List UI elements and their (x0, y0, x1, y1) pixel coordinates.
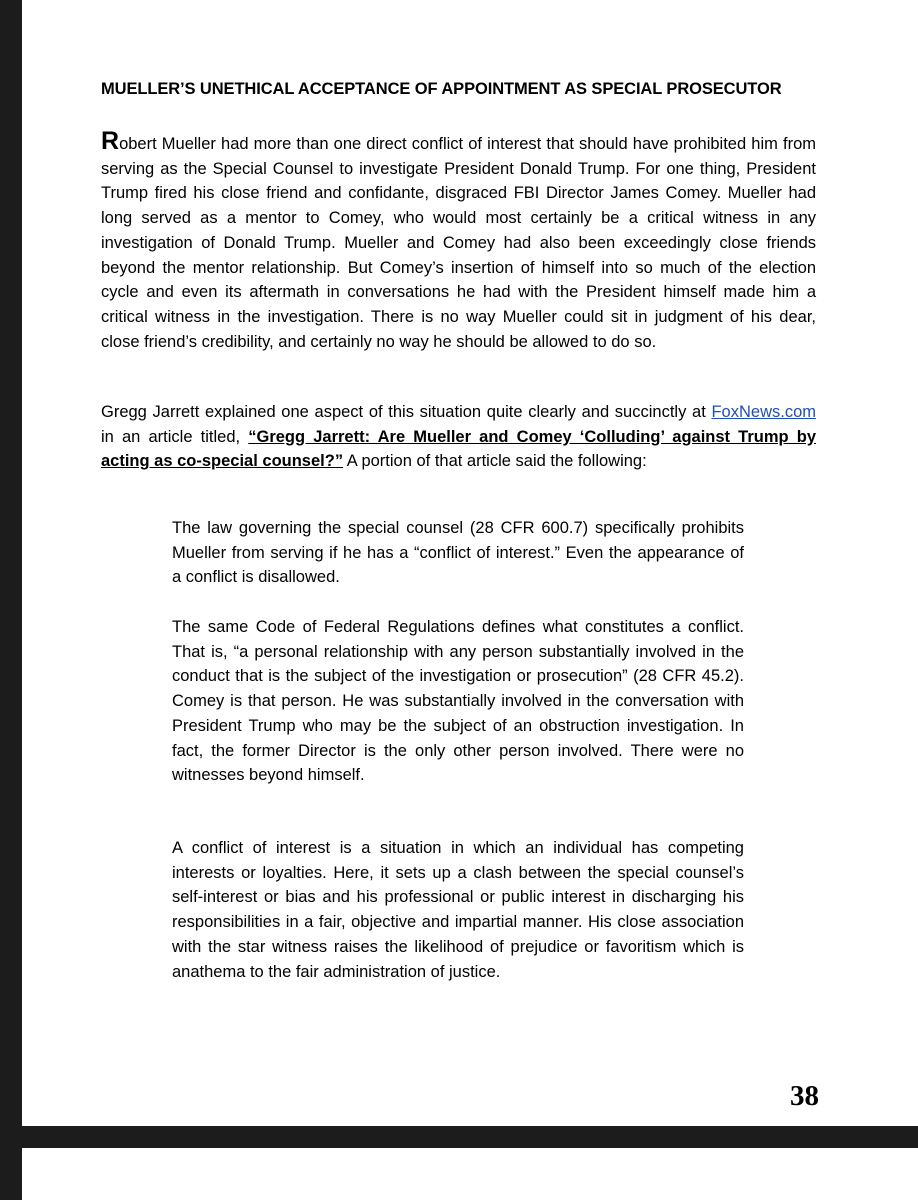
section-heading: MUELLER’S UNETHICAL ACCEPTANCE OF APPOINTMENT AS SPECIAL PROSECUTOR (101, 80, 782, 98)
block-quote-paragraph-2: The same Code of Federal Regulations defines what constitutes a conflict. That is, “a personal relationship with any person substantially involved in the conduct that is the subject of the investigation or prosecution” (28 CFR 45.2). Comey is that person. He was substantially involved in the conversation with President Trump who may be the subject of an obstruction investigation. In fact, the former Director is the only other person involved. There were no witnesses beyond himself. (172, 618, 744, 785)
citation-intro: Gregg Jarrett explained one aspect of this situation quite clearly and succinctly at (101, 403, 706, 421)
article-title-link[interactable]: “Gregg Jarrett: Are Mueller and Comey ‘Colluding’ against Trump by acting as co-special counsel?” (101, 427, 816, 471)
block-quote-paragraph-1: The law governing the special counsel (28 CFR 600.7) specifically prohibits Mueller from serving if he has a “conflict of interest.” Even the appearance of a conflict is disallowed. (172, 519, 744, 587)
document-page (22, 0, 918, 1126)
citation-paragraph (101, 400, 816, 474)
next-page-edge (22, 1148, 918, 1200)
page-number: 38 (790, 1080, 819, 1112)
foxnews-link[interactable]: FoxNews.com (711, 403, 816, 421)
citation-middle: in an article titled, (101, 427, 241, 446)
citation-outro: A portion of that article said the following: (346, 452, 647, 471)
opening-paragraph-text: obert Mueller had more than one direct conflict of interest that should have prohibited him from serving as the Special Counsel to investigate President Donald Trump. For one thing, President Trump fired his close friend and confidante, disgraced FBI Director James Comey. Mueller had long served as a mentor to Comey, who would most certainly be a critical witness in any investigation of Donald Trump. Mueller and Comey had also been exceedingly close friends beyond the mentor relationship. But Comey’s insertion of himself into so much of the election cycle and even its aftermath in conversations he had with the President himself made him a critical witness in the investigation. There is no way Mueller could sit in judgment of his dear, close friend’s credibility, and certainly no way he should be allowed to do so. (101, 135, 816, 351)
drop-cap: R (101, 127, 120, 155)
block-quote-paragraph-3: A conflict of interest is a situation in which an individual has competing interests or loyalties. Here, it sets up a clash between the special counsel’s self-interest or bias and his professional or public interest in discharging his responsibilities in a fair, objective and impartial manner. His close association with the star witness raises the likelihood of prejudice or favoritism which is anathema to the fair administration of justice. (172, 839, 744, 981)
opening-paragraph (101, 127, 816, 354)
